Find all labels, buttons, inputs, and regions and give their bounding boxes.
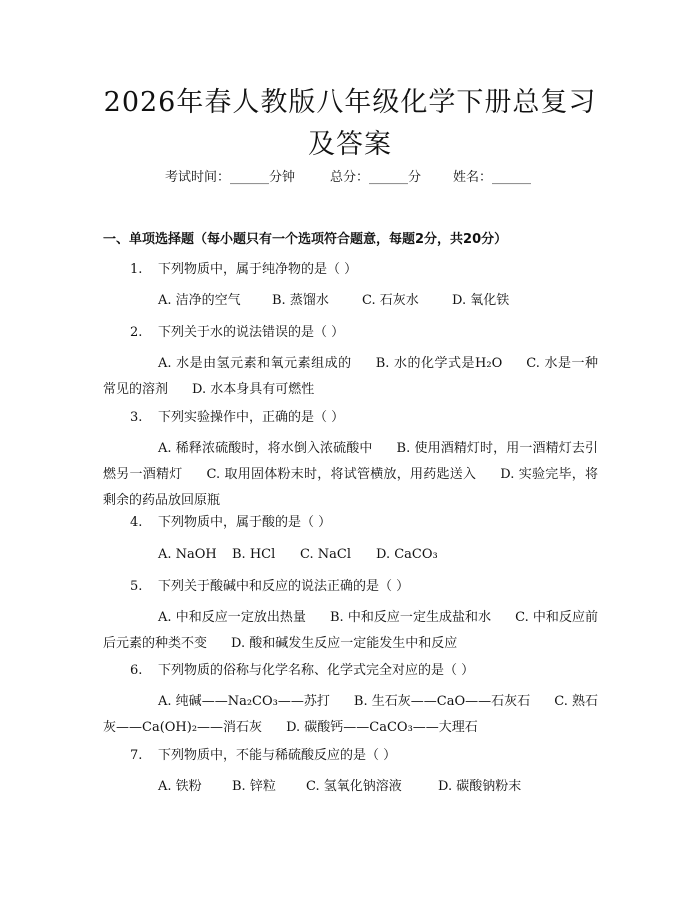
- option: D. 氧化铁: [452, 293, 510, 308]
- question-text: 下列物质的俗称与化学名称、化学式完全对应的是（ ）: [158, 663, 475, 678]
- question-stem: [130, 408, 344, 428]
- option: D. 碳酸钙——CaCO₃——大理石: [286, 720, 478, 735]
- option: C. 熟石灰——Ca(OH)₂——消石灰: [103, 694, 598, 735]
- option: B. 水的化学式是H₂O: [375, 356, 503, 371]
- option: A. 洁净的空气: [158, 293, 241, 308]
- question-stem: [130, 661, 474, 681]
- section-heading: 一、单项选择题（每小题只有一个选项符合题意，每题2分，共20分）: [103, 232, 508, 247]
- question-stem: [130, 323, 344, 343]
- option: A. 水是由氢元素和氧元素组成的: [158, 356, 352, 371]
- options-paragraph: [103, 436, 598, 514]
- question-number: 5.: [130, 579, 143, 594]
- question-number: 6.: [130, 663, 143, 678]
- option: D. 实验完毕，将剩余的药品放回原瓶: [103, 467, 598, 508]
- question-number: 1.: [130, 262, 143, 277]
- question-number: 7.: [130, 748, 143, 763]
- option: D. 水本身具有可燃性: [192, 382, 315, 397]
- option: C. 中和反应前后元素的种类不变: [103, 610, 599, 651]
- option: A. 稀释浓硫酸时，将水倒入浓硫酸中: [158, 441, 373, 456]
- question-text: 下列关于水的说法错误的是（ ）: [158, 325, 345, 340]
- option: D. 碳酸钠粉末: [438, 779, 522, 794]
- option: A. 纯碱——Na₂CO₃——苏打: [158, 694, 330, 709]
- option: C. 石灰水: [362, 293, 419, 308]
- page-title: 2026年春人教版八年级化学下册总复习及答案: [103, 87, 597, 160]
- question-number: 2.: [130, 325, 143, 340]
- options-paragraph: [103, 689, 598, 741]
- question-stem: [130, 260, 357, 280]
- question-stem: [130, 513, 331, 533]
- options-paragraph: [103, 351, 598, 403]
- question-text: 下列实验操作中，正确的是（ ）: [158, 410, 345, 425]
- option: C. 取用固体粉末时，将试管横放，用药匙送入: [206, 467, 477, 482]
- option: B. 锌粒: [232, 779, 276, 794]
- option: C. 氢氧化钠溶液: [306, 779, 402, 794]
- question-text: 下列物质中，属于酸的是（ ）: [158, 515, 332, 530]
- option: B. 生石灰——CaO——石灰石: [353, 694, 531, 709]
- total-score-field: 总分：______分: [330, 170, 422, 185]
- question-text: 下列物质中，属于纯净物的是（ ）: [158, 262, 358, 277]
- option: D. CaCO₃: [376, 547, 438, 562]
- exam-time-field: 考试时间：______分钟: [165, 170, 296, 185]
- name-field: 姓名：______: [453, 170, 532, 185]
- option: A. 铁粉: [158, 779, 202, 794]
- option: B. 蒸馏水: [272, 293, 329, 308]
- options-paragraph: [103, 605, 598, 657]
- option: D. 酸和碱发生反应一定能发生中和反应: [231, 636, 458, 651]
- option: C. NaCl: [300, 547, 351, 562]
- option: B. 使用酒精灯时，用一酒精灯去引燃另一酒精灯: [103, 441, 598, 482]
- question-text: 下列关于酸碱中和反应的说法正确的是（ ）: [158, 579, 410, 594]
- question-text: 下列物质中，不能与稀硫酸反应的是（ ）: [158, 748, 397, 763]
- question-stem: [130, 577, 409, 597]
- option: A. 中和反应一定放出热量: [158, 610, 306, 625]
- option: A. NaOH: [158, 547, 217, 562]
- option: C. 水是一种常见的溶剂: [103, 356, 599, 397]
- option: B. HCl: [232, 547, 276, 562]
- question-number: 4.: [130, 515, 143, 530]
- question-number: 3.: [130, 410, 143, 425]
- option: B. 中和反应一定生成盐和水: [329, 610, 492, 625]
- question-stem: [130, 746, 396, 766]
